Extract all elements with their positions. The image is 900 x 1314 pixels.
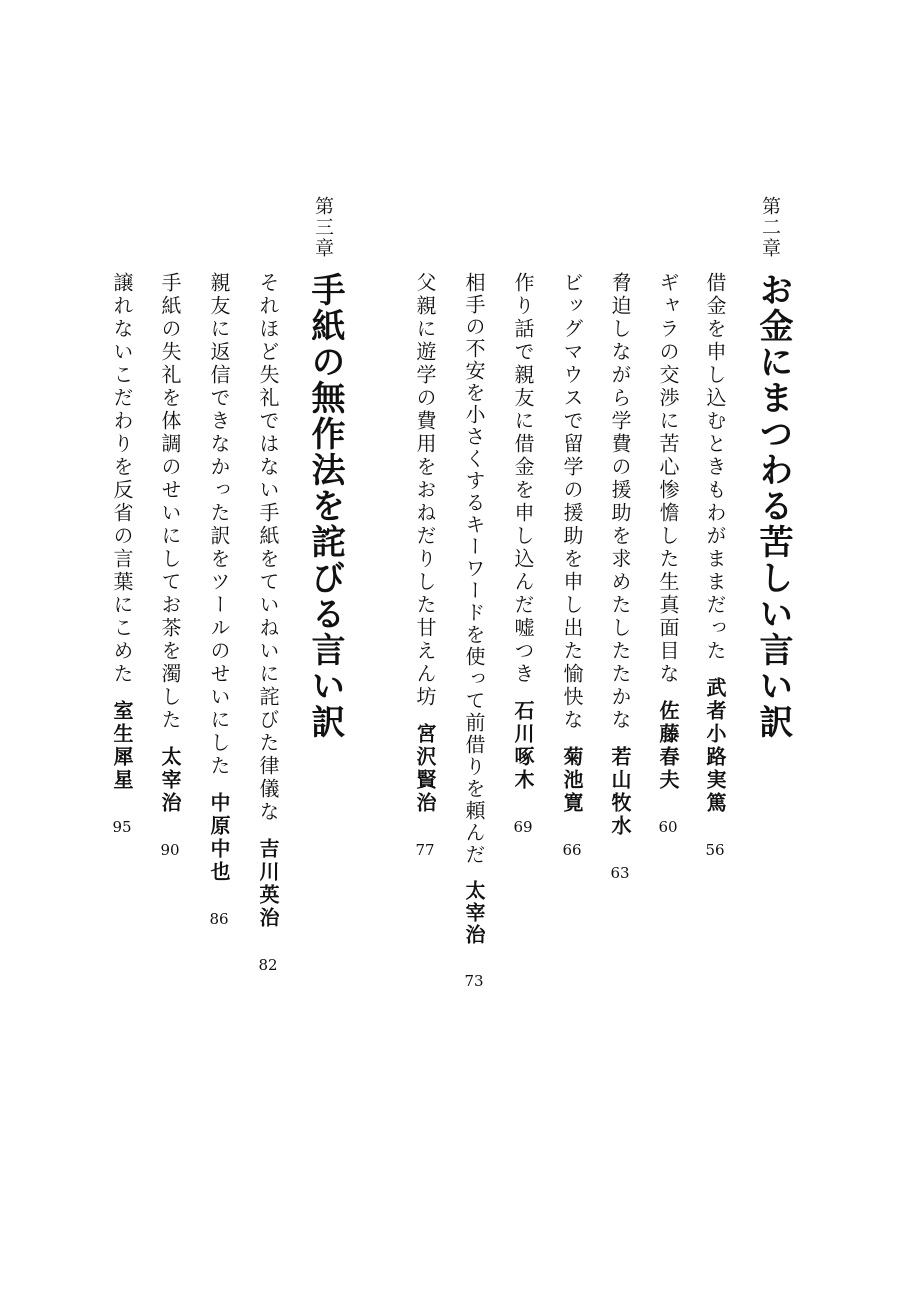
entry-page: 86 xyxy=(209,910,229,928)
entry-title: 親友に返信できなかった訳をツールのせいにした xyxy=(207,272,231,778)
entry-title: 手紙の失礼を体調のせいにしてお茶を濁した xyxy=(158,272,182,732)
toc-entry[interactable] xyxy=(513,272,533,835)
entry-title: ビッグマウスで留学の援助を申し出た愉快な xyxy=(560,272,584,732)
entry-author: 宮沢賢治 xyxy=(413,723,437,815)
entry-title: それほど失礼ではない手紙をていねいに詫びた律儀な xyxy=(256,272,280,824)
chapter-2-label: 第二章 xyxy=(759,196,781,259)
toc-entry[interactable] xyxy=(705,272,725,858)
entry-author: 菊池寛 xyxy=(560,746,584,815)
entry-page: 77 xyxy=(415,841,435,859)
chapter-3-label: 第三章 xyxy=(312,196,334,259)
chapter-2-title: お金にまつわる苦しい言い訳 xyxy=(753,272,793,740)
entry-title: 譲れないこだわりを反省の言葉にこめた xyxy=(110,272,134,686)
toc-entry[interactable] xyxy=(562,272,582,858)
toc-entry[interactable] xyxy=(658,272,678,835)
entry-author: 若山牧水 xyxy=(608,746,632,838)
entry-page: 60 xyxy=(658,818,678,836)
entry-title: ギャラの交渉に苦心惨憺した生真面目な xyxy=(656,272,680,686)
toc-entry[interactable] xyxy=(112,272,132,835)
entry-author: 中原中也 xyxy=(207,792,231,884)
entry-title: 脅迫しながら学費の援助を求めたしたたかな xyxy=(608,272,632,732)
toc-entry[interactable] xyxy=(258,272,278,973)
toc-entry[interactable] xyxy=(415,272,435,858)
entry-page: 66 xyxy=(562,841,582,859)
entry-page: 82 xyxy=(258,956,278,974)
entry-author: 武者小路実篤 xyxy=(703,677,727,815)
entry-title: 借金を申し込むときもわがままだった xyxy=(703,272,727,663)
entry-page: 69 xyxy=(513,818,533,836)
entry-page: 95 xyxy=(112,818,132,836)
entry-author: 石川啄木 xyxy=(511,700,535,792)
entry-author: 太宰治 xyxy=(462,880,486,946)
entry-page: 73 xyxy=(464,972,484,990)
entry-title: 相手の不安を小さくするキーワードを使って前借りを頼んだ xyxy=(462,272,486,866)
entry-title: 父親に遊学の費用をおねだりした甘えん坊 xyxy=(413,272,437,709)
toc-entry[interactable] xyxy=(464,272,484,989)
entry-author: 佐藤春夫 xyxy=(656,700,680,792)
entry-author: 室生犀星 xyxy=(110,700,134,792)
chapter-3-title: 手紙の無作法を詫びる言い訳 xyxy=(305,272,345,740)
entry-author: 太宰治 xyxy=(158,746,182,815)
entry-page: 90 xyxy=(160,841,180,859)
entry-title: 作り話で親友に借金を申し込んだ嘘つき xyxy=(511,272,535,686)
toc-entry[interactable] xyxy=(610,272,630,881)
entry-page: 63 xyxy=(610,864,630,882)
toc-entry[interactable] xyxy=(160,272,180,858)
entry-author: 吉川英治 xyxy=(256,838,280,930)
entry-page: 56 xyxy=(705,841,725,859)
toc-entry[interactable] xyxy=(209,272,229,927)
